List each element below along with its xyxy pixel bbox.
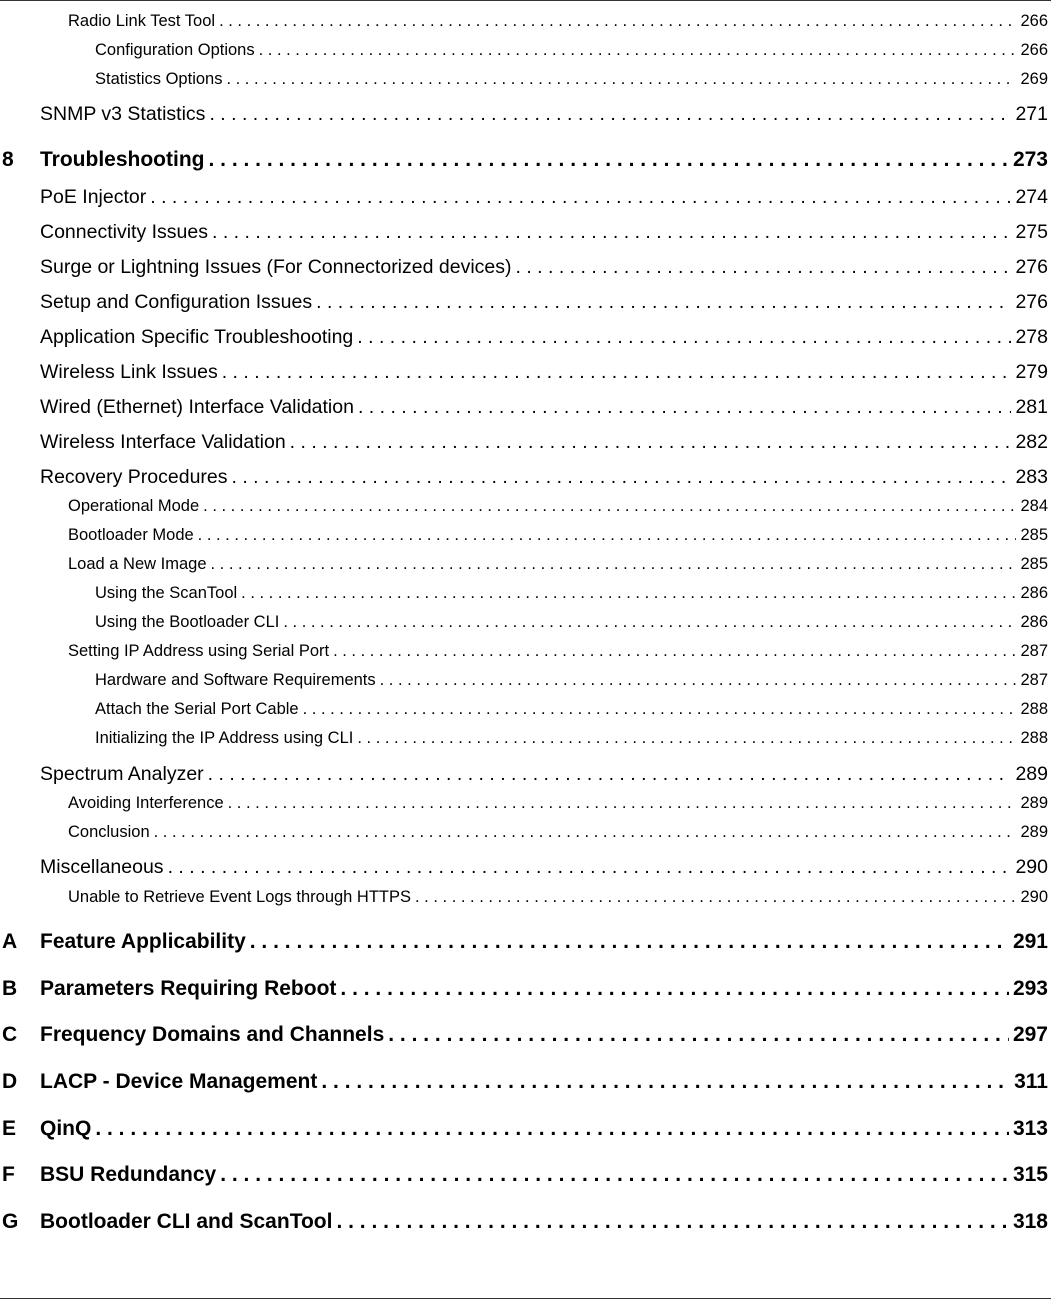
toc-entry-title: Configuration Options	[95, 41, 255, 59]
toc-page-number: 311	[1014, 1070, 1048, 1093]
toc-dot-leader	[212, 221, 1011, 244]
toc-entry-title: Using the Bootloader CLI	[95, 613, 280, 631]
toc-dot-leader	[316, 291, 1011, 314]
toc-entry-title: Statistics Options	[95, 70, 223, 88]
toc-page-number: 276	[1015, 256, 1048, 278]
toc-dot-leader	[303, 700, 1017, 719]
toc-dot-leader	[168, 856, 1012, 879]
toc-dot-leader	[241, 584, 1016, 603]
toc-page-number: 266	[1020, 12, 1048, 30]
toc-dot-leader	[211, 555, 1017, 574]
toc-entry[interactable]	[40, 186, 1048, 209]
toc-entry[interactable]	[40, 396, 1048, 419]
toc-entry-title: Avoiding Interference	[68, 794, 224, 812]
toc-dot-leader	[516, 256, 1012, 279]
toc-page-number: 279	[1015, 361, 1048, 383]
toc-page-number: 289	[1020, 823, 1048, 841]
toc-entry[interactable]	[68, 555, 1048, 574]
toc-dot-leader	[208, 763, 1012, 786]
toc-entry[interactable]	[40, 326, 1048, 349]
toc-dot-leader	[222, 361, 1012, 384]
toc-entry-title: Radio Link Test Tool	[68, 12, 216, 30]
toc-entry-title: Connectivity Issues	[40, 221, 208, 243]
toc-page-number: 284	[1020, 497, 1048, 515]
toc-chapter-number: F	[2, 1163, 15, 1186]
toc-entry-title: Wireless Interface Validation	[40, 431, 286, 453]
toc-entry-title: Wired (Ethernet) Interface Validation	[40, 396, 354, 418]
toc-entry[interactable]	[40, 256, 1048, 279]
toc-page-number: 281	[1015, 396, 1048, 418]
toc-dot-leader	[203, 497, 1016, 516]
toc-entry[interactable]	[68, 12, 1048, 31]
toc-dot-leader	[226, 70, 1016, 89]
toc-entry-title: BSU Redundancy	[40, 1163, 217, 1186]
toc-dot-leader	[388, 1023, 1009, 1047]
toc-chapter-number: A	[2, 930, 18, 953]
toc-entry[interactable]	[95, 729, 1048, 748]
toc-entry-title: Feature Applicability	[40, 930, 246, 953]
toc-dot-leader	[321, 1070, 1010, 1094]
toc-entry-title: Load a New Image	[68, 555, 207, 573]
toc-entry-title: Using the ScanTool	[95, 584, 238, 602]
toc-page-number: 276	[1015, 291, 1048, 313]
toc-chapter-entry[interactable]	[2, 148, 1048, 172]
toc-dot-leader	[250, 930, 1009, 954]
toc-entry-title: Attach the Serial Port Cable	[95, 700, 299, 718]
toc-page-number: 318	[1012, 1210, 1048, 1233]
top-rule	[0, 0, 1051, 1]
toc-entry[interactable]	[40, 431, 1048, 454]
toc-page-number: 288	[1020, 729, 1048, 747]
toc-entry-title: Initializing the IP Address using CLI	[95, 729, 354, 747]
toc-entry[interactable]	[68, 497, 1048, 516]
toc-entry[interactable]	[95, 70, 1048, 89]
toc-page-number: 274	[1015, 186, 1048, 208]
toc-page-number: 293	[1012, 977, 1048, 1000]
toc-page-number: 313	[1012, 1117, 1048, 1140]
toc-page-number: 290	[1015, 856, 1048, 878]
toc-entry[interactable]	[95, 613, 1048, 632]
toc-page-number: 271	[1015, 103, 1048, 125]
toc-dot-leader	[290, 431, 1012, 454]
toc-entry[interactable]	[68, 642, 1048, 661]
bottom-rule	[0, 1298, 1051, 1299]
toc-entry[interactable]	[95, 41, 1048, 60]
toc-entry-title: Bootloader Mode	[68, 526, 194, 544]
toc-entry[interactable]	[40, 291, 1048, 314]
toc-page-number: 266	[1020, 41, 1048, 59]
toc-dot-leader	[208, 148, 1008, 172]
toc-chapter-number: E	[2, 1117, 17, 1140]
toc-dot-leader	[283, 613, 1016, 632]
toc-chapter-entry[interactable]	[2, 1070, 1048, 1094]
toc-entry[interactable]	[68, 823, 1048, 842]
toc-entry-title: Surge or Lightning Issues (For Connectorized devices)	[40, 256, 512, 278]
toc-entry-title: Miscellaneous	[40, 856, 164, 878]
toc-entry-title: Operational Mode	[68, 497, 200, 515]
toc-entry-title: Wireless Link Issues	[40, 361, 218, 383]
toc-dot-leader	[357, 326, 1011, 349]
toc-dot-leader	[95, 1117, 1009, 1141]
toc-page-number: 289	[1020, 794, 1048, 812]
toc-page-number: 278	[1015, 326, 1048, 348]
toc-dot-leader	[228, 794, 1017, 813]
toc-entry-title: Application Specific Troubleshooting	[40, 326, 354, 348]
toc-chapter-number: G	[2, 1210, 19, 1233]
toc-entry-title: Frequency Domains and Channels	[40, 1023, 385, 1046]
toc-dot-leader	[415, 888, 1016, 907]
toc-dot-leader	[358, 396, 1012, 419]
toc-page-number: 283	[1015, 466, 1048, 488]
toc-page-number: 289	[1015, 763, 1048, 785]
toc-dot-leader	[333, 642, 1016, 661]
toc-dot-leader	[357, 729, 1016, 748]
toc-page-number: 286	[1020, 584, 1048, 602]
toc-page-number: 290	[1020, 888, 1048, 906]
toc-entry[interactable]	[40, 103, 1048, 126]
toc-chapter-entry[interactable]	[2, 930, 1048, 954]
toc-entry-title: PoE Injector	[40, 186, 147, 208]
toc-entry-title: Spectrum Analyzer	[40, 763, 204, 785]
toc-entry[interactable]	[68, 526, 1048, 545]
toc-page-number: 291	[1012, 930, 1048, 953]
toc-entry[interactable]	[68, 794, 1048, 813]
toc-dot-leader	[220, 1163, 1009, 1187]
toc-entry-title: QinQ	[40, 1117, 92, 1140]
toc-page-number: 297	[1012, 1023, 1048, 1046]
toc-entry-title: Bootloader CLI and ScanTool	[40, 1210, 333, 1233]
toc-page-number: 285	[1020, 526, 1048, 544]
toc-chapter-number: B	[2, 977, 18, 1000]
toc-dot-leader	[198, 526, 1017, 545]
toc-chapter-number: 8	[2, 148, 14, 171]
toc-entry-title: Troubleshooting	[40, 148, 205, 171]
toc-chapter-entry[interactable]	[2, 1163, 1048, 1187]
toc-entry-title: Parameters Requiring Reboot	[40, 977, 337, 1000]
toc-page-number: 273	[1012, 148, 1048, 171]
toc-dot-leader	[232, 466, 1012, 489]
toc-entry-title: Setup and Configuration Issues	[40, 291, 313, 313]
toc-page-number: 275	[1015, 221, 1048, 243]
toc-dot-leader	[219, 12, 1016, 31]
toc-entry-title: LACP - Device Management	[40, 1070, 318, 1093]
toc-entry[interactable]	[95, 700, 1048, 719]
toc-chapter-entry[interactable]	[2, 1023, 1048, 1047]
toc-dot-leader	[259, 41, 1017, 60]
toc-dot-leader	[209, 103, 1011, 126]
toc-entry[interactable]	[95, 671, 1048, 690]
toc-chapter-entry[interactable]	[2, 977, 1048, 1001]
toc-page-number: 285	[1020, 555, 1048, 573]
toc-dot-leader	[340, 977, 1009, 1001]
toc-chapter-number: D	[2, 1070, 18, 1093]
toc-page-number: 288	[1020, 700, 1048, 718]
toc-page-number: 315	[1012, 1163, 1048, 1186]
toc-page-number: 286	[1020, 613, 1048, 631]
toc-dot-leader	[154, 823, 1017, 842]
toc-entry-title: Setting IP Address using Serial Port	[68, 642, 330, 660]
toc-chapter-number: C	[2, 1023, 18, 1046]
toc-page-number: 287	[1020, 671, 1048, 689]
toc-dot-leader	[336, 1210, 1009, 1234]
toc-entry[interactable]	[40, 856, 1048, 879]
toc-entry[interactable]	[40, 466, 1048, 489]
toc-entry[interactable]	[40, 763, 1048, 786]
toc-page-number: 282	[1015, 431, 1048, 453]
toc-entry-title: Hardware and Software Requirements	[95, 671, 376, 689]
toc-chapter-entry[interactable]	[2, 1210, 1048, 1234]
toc-entry-title: Unable to Retrieve Event Logs through HTTPS	[68, 888, 412, 906]
toc-entry-title: Conclusion	[68, 823, 150, 841]
toc-dot-leader	[150, 186, 1011, 209]
toc-entry-title: SNMP v3 Statistics	[40, 103, 206, 125]
toc-entry-title: Recovery Procedures	[40, 466, 228, 488]
toc-chapter-entry[interactable]	[2, 1117, 1048, 1141]
toc-dot-leader	[380, 671, 1017, 690]
toc-entry[interactable]	[40, 361, 1048, 384]
toc-page-number: 287	[1020, 642, 1048, 660]
toc-entry[interactable]	[68, 888, 1048, 907]
toc-page-number: 269	[1020, 70, 1048, 88]
toc-entry[interactable]	[40, 221, 1048, 244]
toc-entry[interactable]	[95, 584, 1048, 603]
